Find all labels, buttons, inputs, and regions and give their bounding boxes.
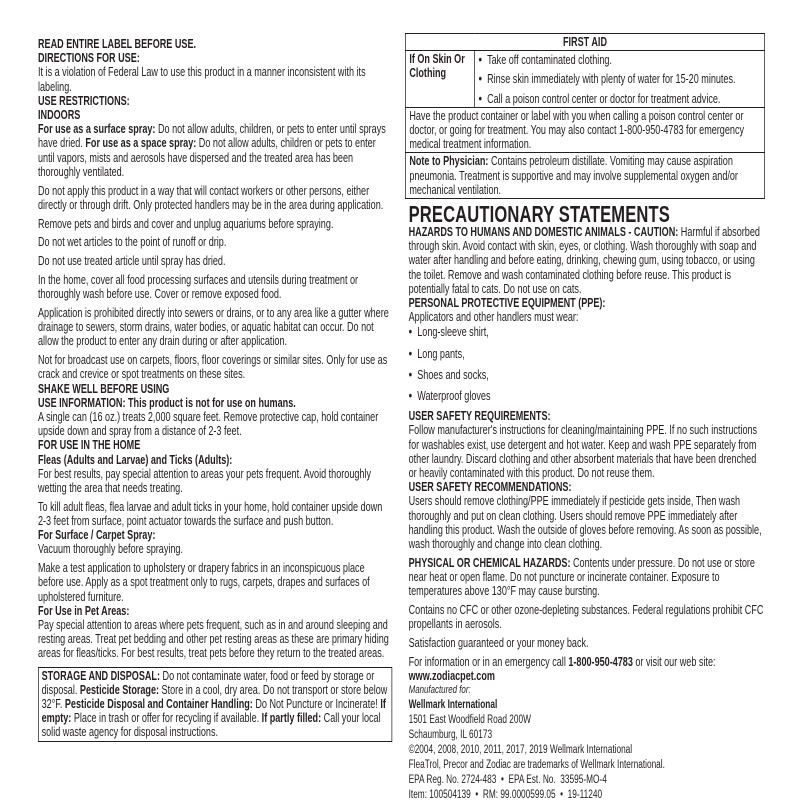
- section-heading: SHAKE WELL BEFORE USING: [38, 381, 170, 396]
- section-heading: For Use in Pet Areas:: [38, 603, 130, 618]
- text-run: Contents under pressure. Do not use or store near heat or open flame. Do not puncture or incinerate container. Exposure to temperatures above 130°F may cause bursting.: [408, 555, 755, 599]
- text-run: Applicators and other handlers must wear:: [408, 310, 579, 325]
- first-aid-item: • Call a poison control center or doctor for treatment advice.: [478, 91, 760, 106]
- section-heading: DIRECTIONS FOR USE:: [38, 51, 140, 66]
- first-aid-item: • Take off contaminated clothing.: [478, 52, 760, 67]
- ppe-item: • Long-sleeve shirt,: [409, 324, 765, 339]
- paragraph: [409, 423, 765, 480]
- paragraph: [38, 353, 392, 381]
- section-heading: USE INFORMATION: This product is not for use on humans.: [38, 395, 296, 410]
- first-aid-note: Have the product container or label with you when calling a poison control center or doctor, or going for treatment. You may also contact 1-800-950-4783 for emergency medical treatment information.: [405, 107, 764, 153]
- epa-numbers: EPA Reg. No. 2724-483 • EPA Est. No. 33595-MO-4: [408, 774, 607, 787]
- paragraph: [38, 217, 392, 231]
- first-aid-item: • Rinse skin immediately with plenty of water for 15-20 minutes.: [478, 71, 760, 86]
- paragraph: [38, 500, 392, 528]
- bold-label: PHYSICAL OR CHEMICAL HAZARDS:: [408, 555, 571, 570]
- text-run: Do not allow adults, children or pets to enter until vapors, mists and aerosols have dispersed and the treated area has been thoroughly ventilated.: [38, 136, 376, 179]
- paragraph: [409, 310, 765, 324]
- copyright: ©2004, 2008, 2010, 2011, 2017, 2019 Wellmark International: [408, 744, 633, 757]
- text-run: Vacuum thoroughly before spraying.: [38, 542, 184, 557]
- trademarks: FleaTrol, Precor and Zodiac are trademarks of Wellmark International.: [408, 759, 665, 772]
- text-run: Do Not Puncture or Incinerate!: [252, 697, 381, 712]
- manufactured-for: Manufactured for:: [408, 684, 471, 697]
- physician-label: Note to Physician:: [409, 154, 489, 169]
- section-heading: READ ENTIRE LABEL BEFORE USE.: [38, 37, 197, 51]
- address-line-2: Schaumburg, IL 60173: [408, 729, 493, 742]
- paragraph: [38, 542, 392, 556]
- bold-label: Pesticide Disposal and Container Handling:: [64, 697, 253, 712]
- bold-label: For use as a space spray:: [85, 136, 197, 151]
- manufacturer-info: [405, 683, 765, 803]
- text-run: Follow manufacturer's instructions for cleaning/maintaining PPE. If no such instructions for washables exist, use detergent and hot water. Keep and wash PPE separately from other laundry. Discard clothing and other absorbent materials that have been drenched or heavily contaminated with this product. Do not reuse them.: [408, 423, 758, 481]
- paragraph: [409, 225, 765, 296]
- section-heading: USE RESTRICTIONS:: [38, 93, 130, 108]
- paragraph: [38, 618, 392, 661]
- section-heading: PERSONAL PROTECTIVE EQUIPMENT (PPE):: [408, 296, 606, 311]
- section-heading: FOR USE IN THE HOME: [38, 438, 141, 453]
- paragraph: [409, 636, 765, 650]
- text-run: For information or in an emergency call: [408, 654, 569, 669]
- ppe-item: • Waterproof gloves: [409, 388, 765, 403]
- note-to-physician: [405, 153, 764, 199]
- storage-disposal-box: [38, 667, 392, 742]
- physician-text: Contains petroleum distillate. Vomiting may cause aspiration pneumonia. Treatment is supportive and may involve supplemental oxygen and/or mechanical ventilation.: [409, 154, 738, 197]
- text-run: Contains no CFC or other ozone-depleting substances. Federal regulations prohibit CFC propellants in aerosols.: [408, 603, 764, 632]
- bold-label: STORAGE AND DISPOSAL:: [41, 668, 160, 683]
- ppe-list: [409, 324, 765, 403]
- first-aid-table: [405, 33, 765, 199]
- paragraph: [409, 494, 765, 551]
- text-run: Do not contaminate water, food or feed by storage or disposal.: [41, 668, 375, 697]
- first-aid-row-label: If On Skin Or Clothing: [405, 51, 474, 108]
- paragraph: [38, 235, 392, 249]
- precautions-body: [405, 225, 765, 683]
- text-run: Remove pets and birds and cover and unplug aquariums before spraying.: [38, 216, 334, 231]
- directions-column: [38, 37, 392, 742]
- paragraph: [38, 184, 392, 212]
- precautionary-title: PRECAUTIONARY STATEMENTS: [408, 201, 670, 228]
- ppe-item: • Shoes and socks,: [409, 367, 765, 382]
- text-run: To kill adult fleas, flea larvae and adult ticks in your home, hold container upside down 2-3 feet from surface, point actuator towards the surface and push button.: [38, 499, 383, 529]
- bold-label: 1-800-950-4783: [568, 654, 633, 669]
- text-run: Do not wet articles to the point of runoff or drip.: [38, 235, 227, 250]
- text-run: Do not use treated article until spray has dried.: [38, 254, 226, 269]
- text-run: Application is prohibited directly into sewers or drains, or to any area like a gutter where drainage to sewers, storm drains, water bodies, or aquatic habitat can occur. Do not allow the product to enter any drain during or after application.: [38, 306, 389, 349]
- paragraph: [38, 467, 392, 495]
- paragraph: [409, 655, 765, 669]
- section-heading: USER SAFETY RECOMMENDATIONS:: [408, 480, 572, 495]
- text-run: Users should remove clothing/PPE immediately if pesticide gets inside, Then wash thoroughly and put on clean clothing. Users should remove PPE immediately after handling this product. Wash the outside of gloves before removing. As soon as possible, wash thoroughly and change into clean clothing.: [408, 494, 762, 552]
- precautions-column: [405, 33, 765, 803]
- item-numbers: Item: 100504139 • RM: 99.0000599.05 • 19-11240: [408, 789, 603, 802]
- first-aid-list: [478, 52, 760, 106]
- paragraph: [38, 254, 392, 268]
- ppe-item: • Long pants,: [409, 346, 765, 361]
- paragraph: [38, 122, 392, 179]
- section-heading: USER SAFETY REQUIREMENTS:: [408, 409, 551, 424]
- bold-label: Pesticide Storage:: [79, 682, 160, 697]
- text-run: Store in a cool, dry area. Do not transport or store below 32°F.: [41, 682, 388, 712]
- bold-label: If empty:: [41, 697, 386, 726]
- bold-label: HAZARDS TO HUMANS AND DOMESTIC ANIMALS - CAUTION:: [408, 225, 679, 240]
- text-run: For best results, pay special attention to areas your pets frequent. Avoid thoroughly wetting the area that needs treating.: [38, 466, 372, 496]
- text-run: It is a violation of Federal Law to use this product in a manner inconsistent with its labeling.: [38, 65, 366, 94]
- company-name: Wellmark International: [408, 699, 498, 712]
- text-run: Do not allow adults, children, or pets to enter until sprays have dried.: [38, 122, 386, 151]
- paragraph: [38, 410, 392, 438]
- paragraph: [409, 603, 765, 631]
- text-run: Satisfaction guaranteed or your money back.: [408, 636, 589, 651]
- bold-label: For use as a surface spray:: [38, 122, 156, 137]
- text-run: Make a test application to upholstery or drapery fabrics in an inconspicuous place before use. Apply as a spot treatment only to rugs, carpets, drapes and surfaces of upholstered furniture.: [38, 561, 370, 604]
- section-heading: INDOORS: [38, 108, 81, 123]
- text-run: In the home, cover all food processing surfaces and utensils during treatment or thoroughly wash before use. Cover or remove exposed food.: [38, 273, 359, 302]
- section-heading: For Surface / Carpet Spray:: [38, 528, 156, 543]
- text-run: Harmful if absorbed through skin. Avoid contact with skin, eyes, or clothing. Wash thoroughly with soap and water after handling and before eating, drinking, chewing gum, using tobacco, or using the toilet. Remove and wash contaminated clothing before reuse. This product is potentially fatal to cats. Do not use on cats.: [408, 225, 760, 296]
- text-run: Place in trash or offer for recycling if available.: [71, 711, 262, 726]
- text-run: Not for broadcast use on carpets, floors, floor coverings or similar sites. Only for use as crack and crevice or spot treatments on these sites.: [38, 353, 388, 382]
- paragraph: [38, 306, 392, 349]
- address-line-1: 1501 East Woodfield Road 200W: [408, 714, 531, 727]
- section-heading: www.zodiacpet.com: [408, 669, 495, 684]
- paragraph: [38, 561, 392, 604]
- paragraph: [38, 273, 392, 301]
- section-heading: Fleas (Adults and Larvae) and Ticks (Adults):: [38, 452, 233, 467]
- paragraph: [409, 556, 765, 599]
- bold-label: If partly filled:: [261, 711, 322, 726]
- text-run: Pay special attention to areas where pets frequent, such as in and around sleeping and resting areas. Treat pet bedding and other pet resting areas as these are primary hiding areas for fleas/ticks. For best results, treat pets before they return to the treated areas.: [38, 618, 389, 661]
- text-run: or visit our web site:: [632, 654, 716, 669]
- text-run: A single can (16 oz.) treats 2,000 square feet. Remove protective cap, hold container upside down and spray from a distance of 2-3 feet.: [38, 410, 379, 439]
- text-run: Do not apply this product in a way that will contact workers or other persons, either directly or through drift. Only protected handlers may be in the area during application.: [38, 183, 384, 212]
- paragraph: [38, 65, 392, 93]
- text-run: Call your local solid waste agency for disposal instructions.: [41, 711, 381, 740]
- first-aid-title: FIRST AID: [405, 34, 764, 51]
